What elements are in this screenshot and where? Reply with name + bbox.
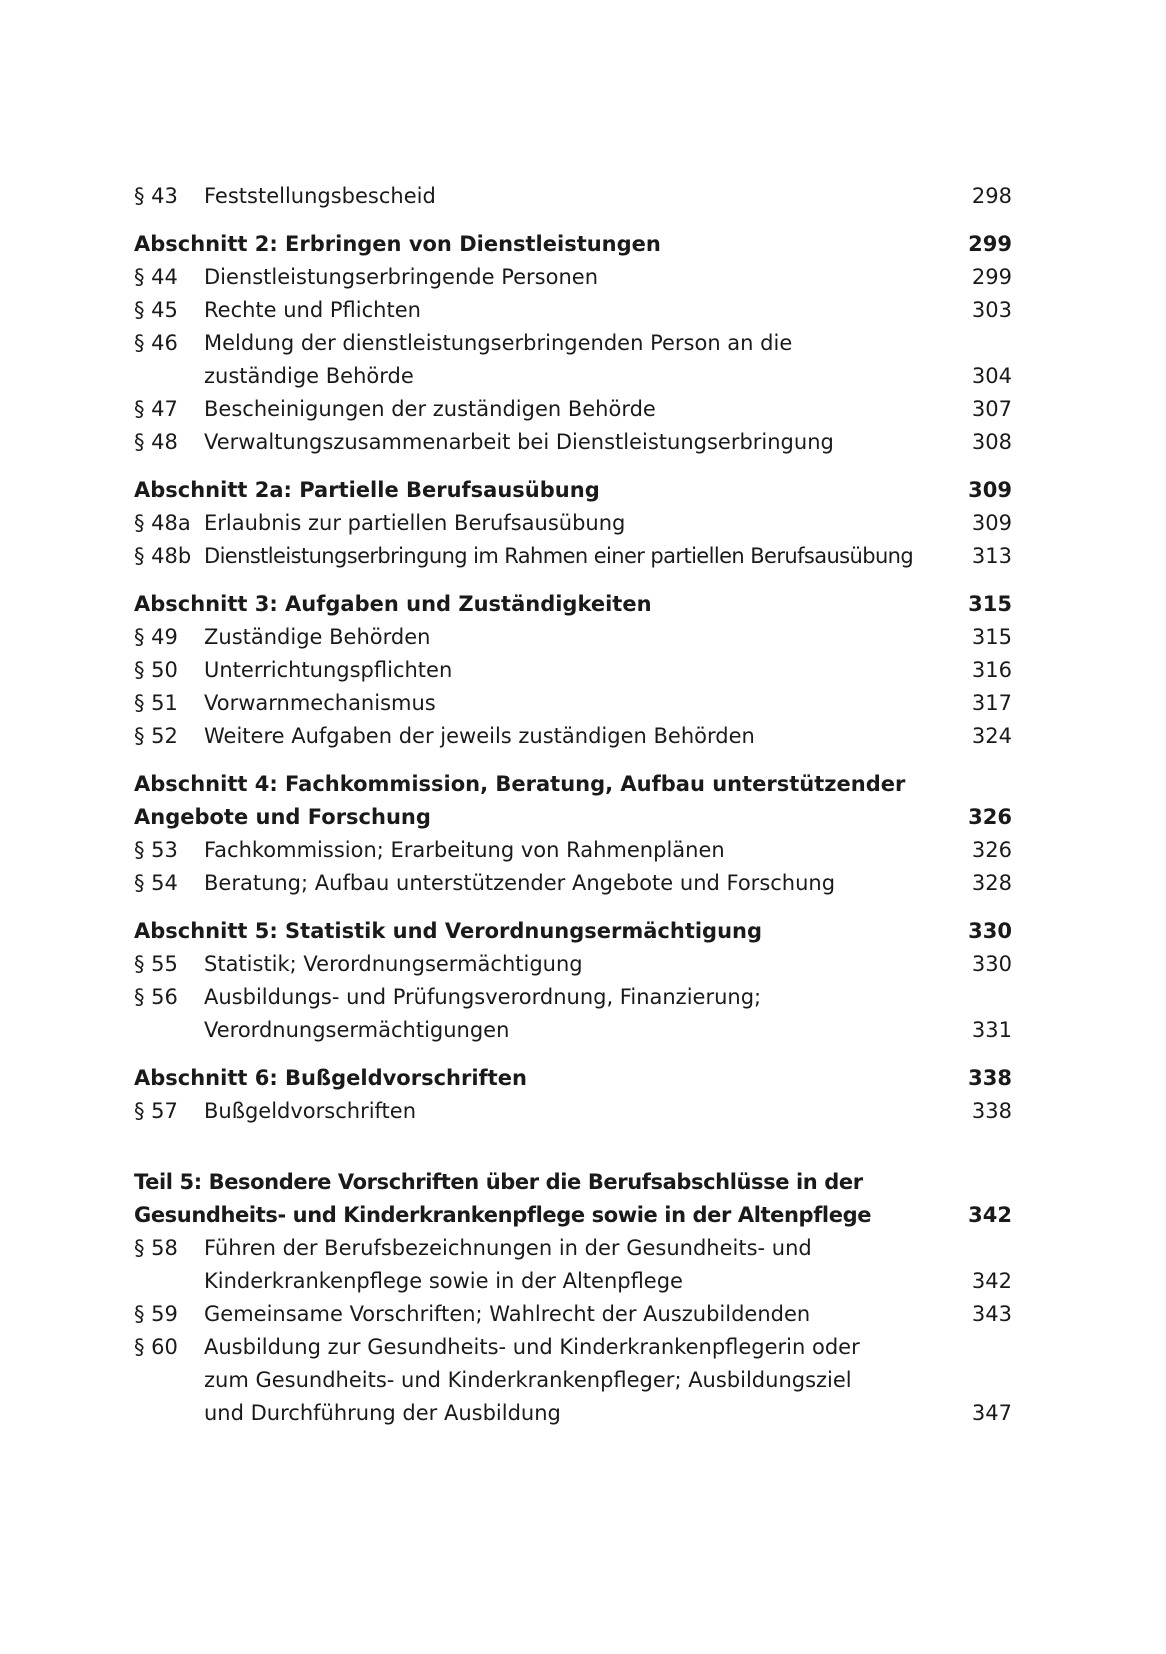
page-number: 313 [971,544,1012,568]
page-number: 331 [971,1018,1012,1042]
page-number: 342 [968,1203,1012,1227]
entry-title: Meldung der dienstleistungserbringenden Person an die zuständige Behörde [204,331,793,388]
toc-entry [134,294,1012,327]
page-number: 324 [971,724,1012,748]
toc-entry [134,687,1012,720]
toc-entry [134,1095,1012,1128]
page-number: 299 [968,232,1012,256]
section-number: § 48 [134,430,178,454]
toc-entry [134,621,1012,654]
page-number: 342 [971,1269,1012,1293]
section-number: § 58 [134,1236,178,1260]
page-number: 326 [968,805,1012,829]
section-number: § 54 [134,871,178,895]
toc-entry [134,1232,1012,1298]
page-number: 304 [971,364,1012,388]
section-number: § 49 [134,625,178,649]
section-number: § 48b [134,544,192,568]
entry-title: Vorwarnmechanismus [204,691,436,715]
page-number: 315 [968,592,1012,616]
entry-title: Dienstleistungserbringung im Rahmen einer partiellen Berufsausübung [204,544,914,568]
page-number: 347 [971,1401,1012,1425]
section-number: § 55 [134,952,178,976]
section-number: § 60 [134,1335,178,1359]
toc-entry [134,1331,1012,1430]
section-number: § 46 [134,331,178,355]
section-number: § 48a [134,511,191,535]
entry-title: Unterrichtungspflichten [204,658,453,682]
toc-entry [134,654,1012,687]
entry-title: Weitere Aufgaben der jeweils zuständigen Behörden [204,724,755,748]
section-number: § 53 [134,838,178,862]
page-number: 317 [971,691,1012,715]
page-number: 338 [971,1099,1012,1123]
toc-entry [134,327,1012,393]
entry-title: Erlaubnis zur partiellen Berufsausübung [204,511,626,535]
section-number: § 56 [134,985,178,1009]
section-number: § 44 [134,265,178,289]
table-of-contents [134,180,1012,1430]
page-number: 326 [971,838,1012,862]
entry-title: Bescheinigungen der zuständigen Behörde [204,397,656,421]
entry-title: Bußgeldvorschriften [204,1099,417,1123]
entry-title: Gemeinsame Vorschriften; Wahlrecht der Auszubildenden [204,1302,811,1326]
page-number: 330 [971,952,1012,976]
entry-title: Zuständige Behörden [204,625,431,649]
entry-title: Fachkommission; Erarbeitung von Rahmenplänen [204,838,725,862]
section-number: § 43 [134,184,178,208]
page-number: 299 [971,265,1012,289]
section-number: § 52 [134,724,178,748]
page-number: 328 [971,871,1012,895]
page-number: 309 [971,511,1012,535]
section-number: § 57 [134,1099,178,1123]
toc-part-heading: Teil 5: Besondere Vorschriften über die Berufsabschlüsse in der Gesundheits- und Kinderkrankenpflege sowie in der Altenpflege 342 [134,1166,1012,1232]
entry-title: Ausbildungs- und Prüfungsverordnung, Finanzierung; Verordnungsermächtigungen [204,985,762,1042]
toc-chapter-heading: Abschnitt 2a: Partielle Berufsausübung 309 [134,474,1012,507]
section-number: § 50 [134,658,178,682]
toc-entry [134,507,1012,540]
section-number: § 59 [134,1302,178,1326]
section-number: § 45 [134,298,178,322]
entry-title: Ausbildung zur Gesundheits- und Kinderkrankenpflegerin oder zum Gesundheits- und Kinderkrankenpfleger; Ausbildungsziel und Durchführung der Ausbildung [204,1335,860,1425]
entry-title: Verwaltungszusammenarbeit bei Dienstleistungserbringung [204,430,834,454]
toc-entry [134,834,1012,867]
toc-chapter-heading: Abschnitt 3: Aufgaben und Zuständigkeiten 315 [134,588,1012,621]
page-number: 343 [971,1302,1012,1326]
entry-title: Beratung; Aufbau unterstützender Angebote und Forschung [204,871,836,895]
toc-entry [134,180,1012,213]
page-number: 316 [971,658,1012,682]
toc-entry [134,393,1012,426]
entry-title: Feststellungsbescheid [204,184,436,208]
toc-chapter-heading: Abschnitt 6: Bußgeldvorschriften 338 [134,1062,1012,1095]
toc-entry [134,426,1012,459]
entry-title: Führen der Berufsbezeichnungen in der Gesundheits- und Kinderkrankenpflege sowie in der Altenpflege [204,1236,812,1293]
entry-title: Rechte und Pflichten [204,298,421,322]
page-number: 308 [971,430,1012,454]
toc-entry [134,981,1012,1047]
section-number: § 51 [134,691,178,715]
toc-entry [134,948,1012,981]
toc-entry [134,867,1012,900]
page-number: 315 [971,625,1012,649]
entry-title: Dienstleistungserbringende Personen [204,265,599,289]
section-number: § 47 [134,397,178,421]
page-number: 298 [971,184,1012,208]
page-number: 307 [971,397,1012,421]
page-number: 338 [968,1066,1012,1090]
toc-chapter-heading: Abschnitt 4: Fachkommission, Beratung, Aufbau unterstützender Angebote und Forschung 326 [134,768,1012,834]
page-number: 303 [971,298,1012,322]
toc-chapter-heading: Abschnitt 2: Erbringen von Dienstleistungen 299 [134,228,1012,261]
toc-entry [134,720,1012,753]
toc-entry [134,1298,1012,1331]
toc-chapter-heading: Abschnitt 5: Statistik und Verordnungsermächtigung 330 [134,915,1012,948]
toc-entry [134,540,1012,573]
page-number: 309 [968,478,1012,502]
entry-title: Statistik; Verordnungsermächtigung [204,952,583,976]
page-number: 330 [968,919,1012,943]
toc-entry [134,261,1012,294]
